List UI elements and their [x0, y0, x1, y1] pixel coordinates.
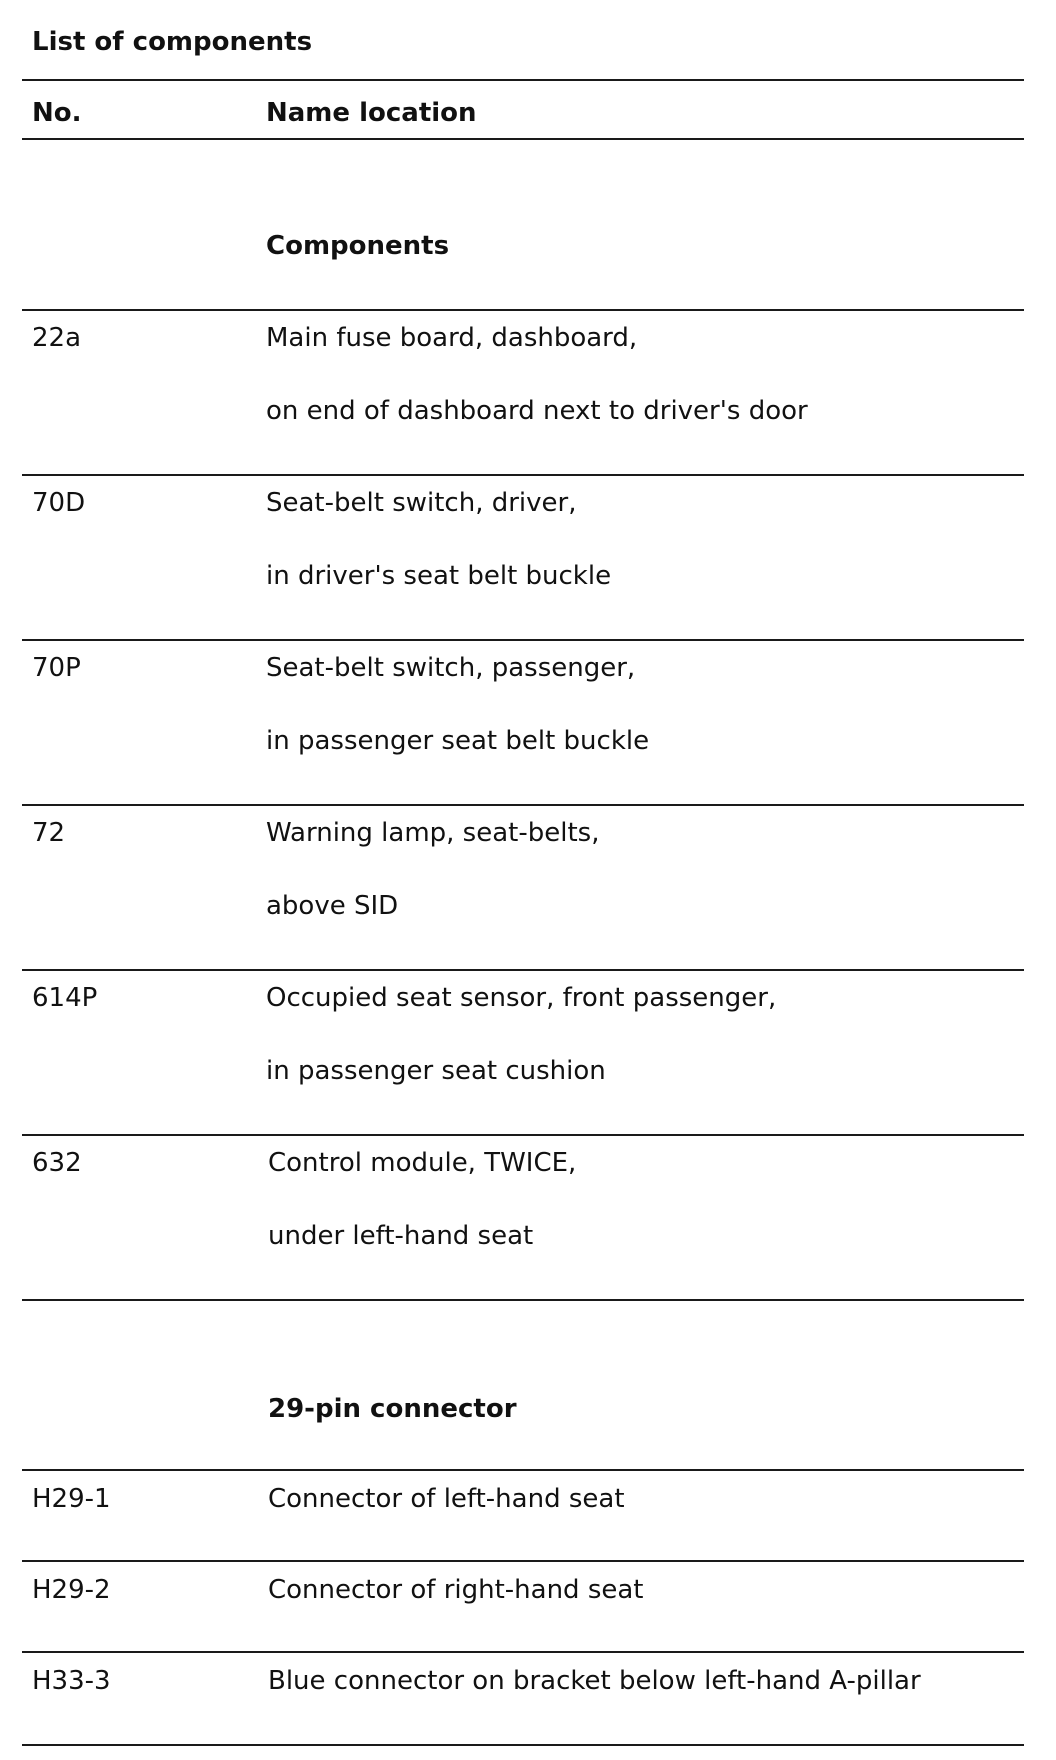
row-name: Connector of right-hand seat [268, 1575, 644, 1605]
header-bottom-rule [22, 138, 1024, 140]
row-number: 70D [32, 488, 86, 518]
section-end-rule [22, 1299, 1024, 1301]
row-divider [22, 1651, 1024, 1653]
row-name: Warning lamp, seat-belts, [266, 818, 600, 848]
row-name: Main fuse board, dashboard, [266, 323, 638, 353]
row-number: H29-2 [32, 1575, 111, 1605]
row-location: above SID [266, 891, 399, 921]
header-top-rule [22, 79, 1024, 81]
section-heading-components: Components [266, 231, 450, 261]
row-number: 632 [32, 1148, 82, 1178]
row-number: 72 [32, 818, 66, 848]
row-name: Seat-belt switch, passenger, [266, 653, 636, 683]
row-divider [22, 1134, 1024, 1136]
column-header-no: No. [32, 98, 82, 128]
row-name: Blue connector on bracket below left-hand A-pillar [268, 1666, 921, 1696]
table-bottom-rule [22, 1744, 1024, 1746]
row-location: in passenger seat belt buckle [266, 726, 650, 756]
row-location: under left-hand seat [268, 1221, 534, 1251]
row-divider [22, 1560, 1024, 1562]
row-name: Control module, TWICE, [268, 1148, 577, 1178]
section-heading-29-pin-connector: 29-pin connector [268, 1394, 517, 1424]
row-divider [22, 639, 1024, 641]
row-location: on end of dashboard next to driver's door [266, 396, 808, 426]
row-location: in passenger seat cushion [266, 1056, 606, 1086]
row-divider [22, 474, 1024, 476]
page-title: List of components [32, 27, 313, 57]
row-number: 70P [32, 653, 81, 683]
row-location: in driver's seat belt buckle [266, 561, 612, 591]
row-divider [22, 1469, 1024, 1471]
row-name: Seat-belt switch, driver, [266, 488, 577, 518]
row-number: H33-3 [32, 1666, 111, 1696]
row-number: 614P [32, 983, 98, 1013]
row-number: 22a [32, 323, 82, 353]
row-name: Connector of left-hand seat [268, 1484, 625, 1514]
row-divider [22, 969, 1024, 971]
row-divider [22, 804, 1024, 806]
row-divider [22, 309, 1024, 311]
row-number: H29-1 [32, 1484, 111, 1514]
column-header-name-location: Name location [266, 98, 477, 128]
row-name: Occupied seat sensor, front passenger, [266, 983, 777, 1013]
